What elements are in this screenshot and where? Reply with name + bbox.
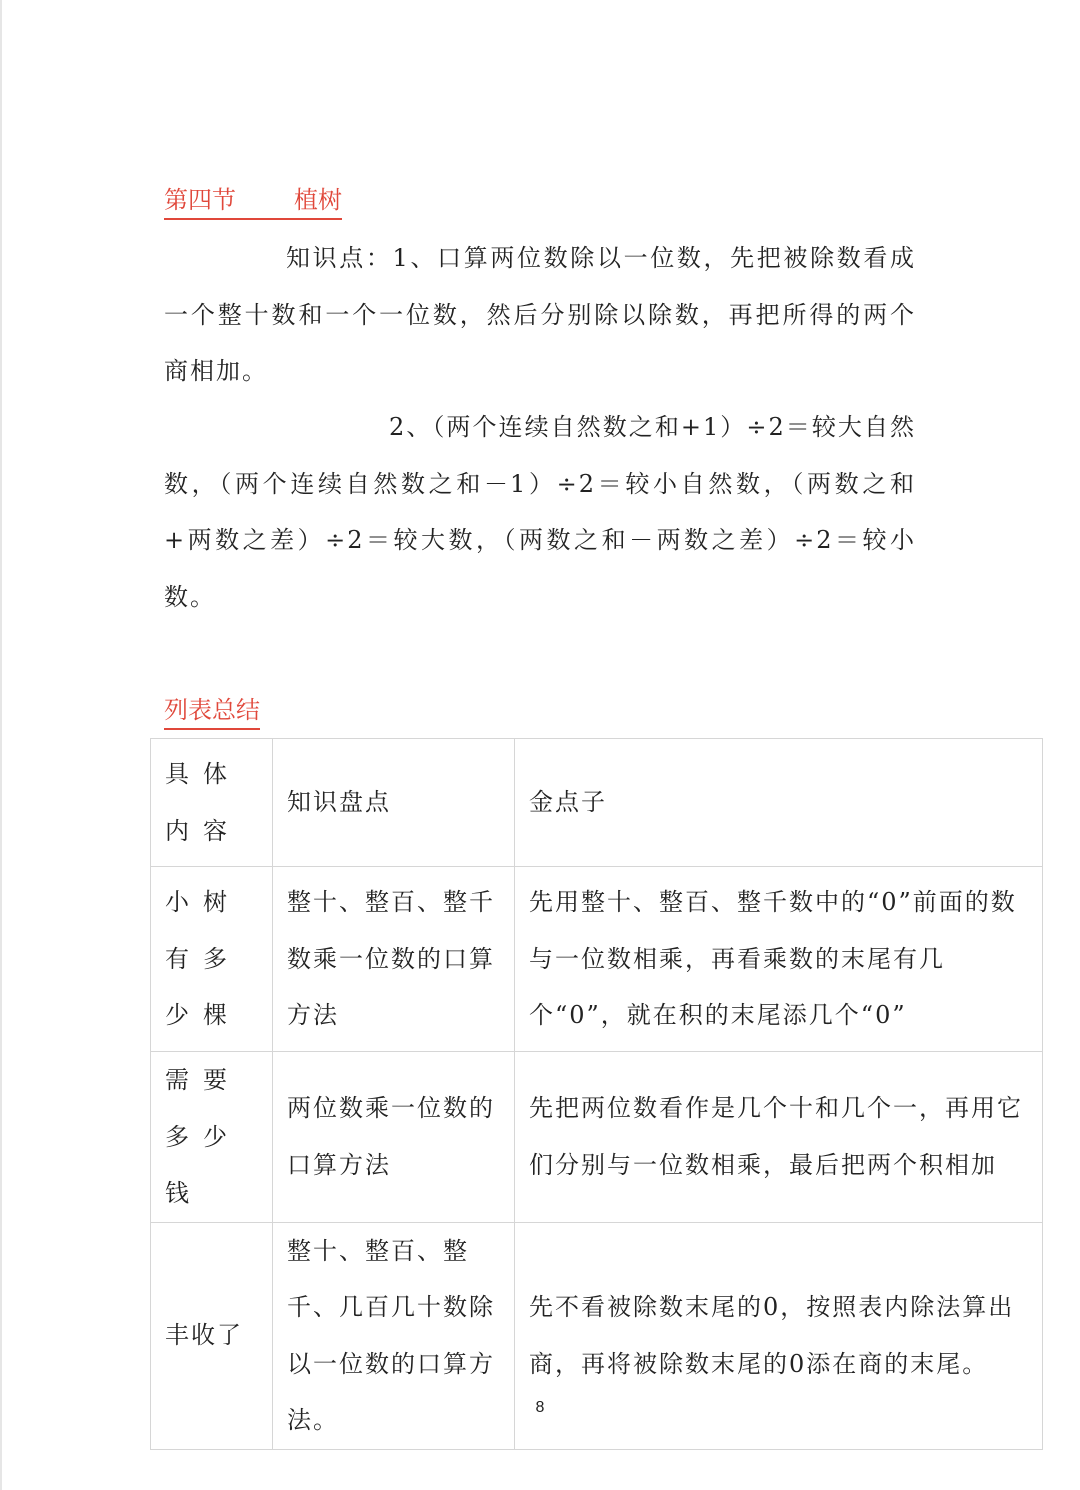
knowledge-point-2: 2、（两个连续自然数之和+1）÷2＝较大自然数，（两个连续自然数之和－1）÷2＝较小自然数，（两数之和+两数之差）÷2＝较大数，（两数之和－两数之差）÷2＝较小数。 — [164, 413, 916, 611]
header-tip: 金点子 — [515, 739, 1043, 867]
summary-table — [150, 738, 1043, 1450]
section-title: 植树 — [294, 186, 342, 214]
row-content: 丰收了 — [151, 1222, 273, 1449]
row-tip: 先用整十、整百、整千数中的“0”前面的数与一位数相乘，再看乘数的末尾有几个“0”，就在积的末尾添几个“0” — [515, 867, 1043, 1052]
table-header-row — [151, 739, 1043, 867]
section-heading — [164, 182, 342, 220]
header-content: 具体内容 — [151, 739, 273, 867]
row-knowledge: 整十、整百、整千数乘一位数的口算方法 — [273, 867, 515, 1052]
row-content: 需要多少钱 — [151, 1052, 273, 1223]
row-content: 小树有多少棵 — [151, 867, 273, 1052]
page-edge — [0, 0, 2, 1490]
table-row — [151, 867, 1043, 1052]
table-row — [151, 1052, 1043, 1223]
knowledge-point-1: 知识点：1、口算两位数除以一位数，先把被除数看成一个整十数和一个一位数，然后分别除以除数，再把所得的两个商相加。 — [164, 244, 916, 385]
header-knowledge: 知识盘点 — [273, 739, 515, 867]
section-number: 第四节 — [164, 186, 236, 214]
page-number: 8 — [535, 1399, 545, 1416]
row-knowledge: 整十、整百、整千、几百几十数除以一位数的口算方法。 — [273, 1222, 515, 1449]
row-tip: 先把两位数看作是几个十和几个一，再用它们分别与一位数相乘，最后把两个积相加 — [515, 1052, 1043, 1223]
row-tip: 先不看被除数末尾的0，按照表内除法算出商，再将被除数末尾的0添在商的末尾。 — [515, 1222, 1043, 1449]
row-knowledge: 两位数乘一位数的口算方法 — [273, 1052, 515, 1223]
table-heading: 列表总结 — [164, 692, 260, 730]
